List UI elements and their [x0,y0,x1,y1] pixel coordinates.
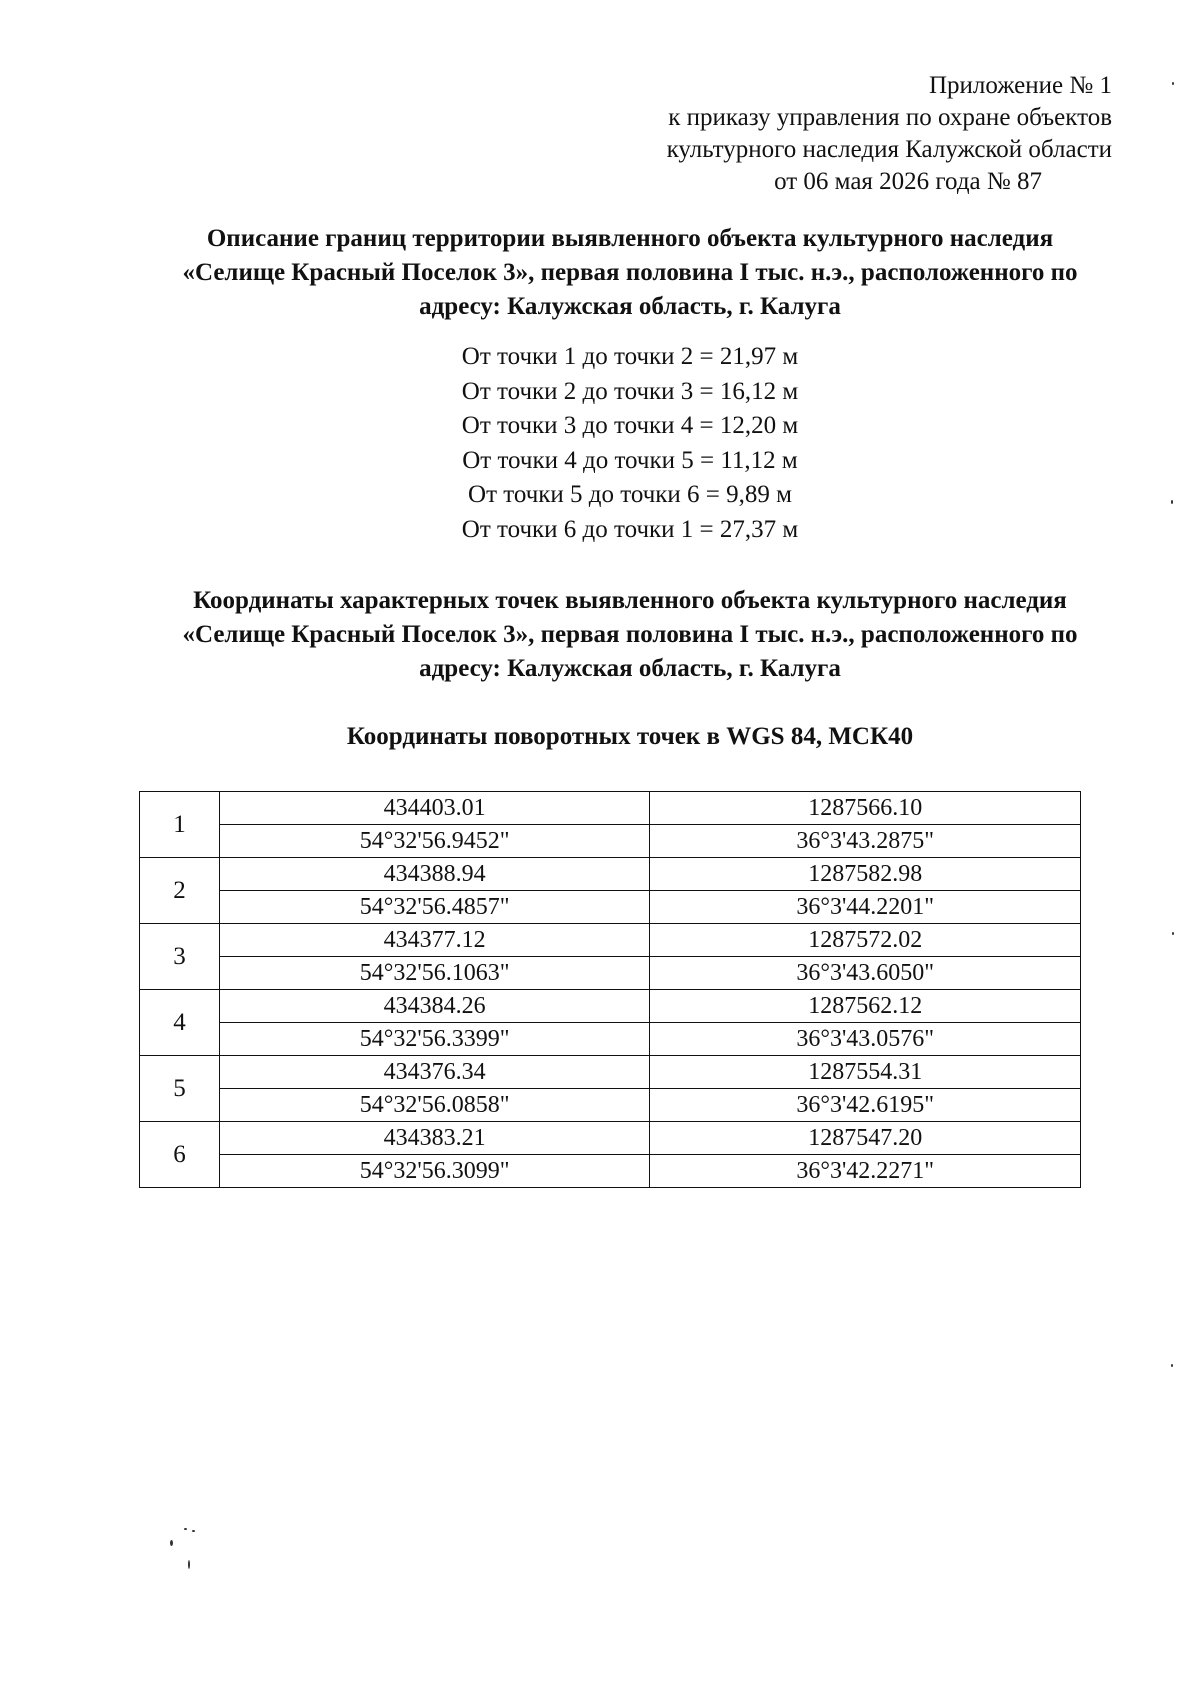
longitude-cell: 36°3'44.2201" [650,891,1081,924]
table-row [140,858,1081,891]
appendix-date: от 06 мая 2026 года № 87 [774,168,1042,195]
latitude-cell: 54°32'56.0858" [219,1089,650,1122]
distances-list [90,340,1170,547]
msk-y-cell: 1287554.31 [650,1056,1081,1089]
appendix-authority-line: культурного наследия Калужской области [666,136,1112,163]
table-row [140,825,1081,858]
coordinates-heading [90,584,1170,686]
table-row [140,1056,1081,1089]
longitude-cell: 36°3'42.6195" [650,1089,1081,1122]
longitude-cell: 36°3'43.0576" [650,1023,1081,1056]
heading-line: Описание границ территории выявленного объекта культурного наследия [206,225,1054,252]
table-row [140,1023,1081,1056]
longitude-cell: 36°3'42.2271" [650,1155,1081,1188]
latitude-cell: 54°32'56.3399" [219,1023,650,1056]
heading-line: «Селище Красный Поселок 3», первая половина I тыс. н.э., расположенного по [182,259,1078,286]
table-row [140,792,1081,825]
scan-speck [1171,1364,1173,1367]
scan-speck [184,1528,187,1530]
scan-speck [192,1530,195,1532]
heading-line: Координаты характерных точек выявленного объекта культурного наследия [193,587,1067,614]
latitude-cell: 54°32'56.4857" [219,891,650,924]
appendix-reference [592,70,1112,198]
coordinates-table [139,791,1081,1188]
msk-y-cell: 1287572.02 [650,924,1081,957]
latitude-cell: 54°32'56.9452" [219,825,650,858]
heading-line: «Селище Красный Поселок 3», первая половина I тыс. н.э., расположенного по [182,621,1078,648]
scan-speck [1171,500,1173,504]
table-row [140,1089,1081,1122]
latitude-cell: 54°32'56.3099" [219,1155,650,1188]
msk-y-cell: 1287547.20 [650,1122,1081,1155]
point-number: 5 [140,1056,220,1122]
scan-speck [1172,932,1174,935]
msk-y-cell: 1287566.10 [650,792,1081,825]
longitude-cell: 36°3'43.6050" [650,957,1081,990]
distance-line: От точки 6 до точки 1 = 27,37 м [461,515,799,543]
longitude-cell: 36°3'43.2875" [650,825,1081,858]
boundary-description-heading [90,222,1170,324]
heading-line: адресу: Калужская область, г. Калуга [419,293,841,320]
point-number: 4 [140,990,220,1056]
point-number: 6 [140,1122,220,1188]
distance-line: От точки 3 до точки 4 = 12,20 м [461,412,799,439]
appendix-order-line: к приказу управления по охране объектов [668,104,1112,131]
table-row [140,924,1081,957]
distance-line: От точки 1 до точки 2 = 21,97 м [461,343,799,370]
distance-line: От точки 2 до точки 3 = 16,12 м [461,377,799,405]
point-number: 2 [140,858,220,924]
heading-line: адресу: Калужская область, г. Калуга [419,655,841,682]
distance-line: От точки 4 до точки 5 = 11,12 м [462,446,798,474]
scan-speck [170,1540,173,1546]
point-number: 1 [140,792,220,858]
scan-speck [1172,82,1174,85]
turning-points-heading: Координаты поворотных точек в WGS 84, МСК40 [346,723,914,750]
table-row [140,957,1081,990]
table-row [140,891,1081,924]
msk-y-cell: 1287582.98 [650,858,1081,891]
msk-x-cell: 434388.94 [219,858,650,891]
latitude-cell: 54°32'56.1063" [219,957,650,990]
point-number: 3 [140,924,220,990]
table-row [140,990,1081,1023]
msk-x-cell: 434383.21 [219,1122,650,1155]
appendix-number: Приложение № 1 [928,72,1112,99]
distance-line: От точки 5 до точки 6 = 9,89 м [468,481,792,508]
msk-y-cell: 1287562.12 [650,990,1081,1023]
scan-speck [188,1560,190,1569]
msk-x-cell: 434377.12 [219,924,650,957]
msk-x-cell: 434403.01 [219,792,650,825]
msk-x-cell: 434384.26 [219,990,650,1023]
table-row [140,1122,1081,1155]
msk-x-cell: 434376.34 [219,1056,650,1089]
table-row [140,1155,1081,1188]
